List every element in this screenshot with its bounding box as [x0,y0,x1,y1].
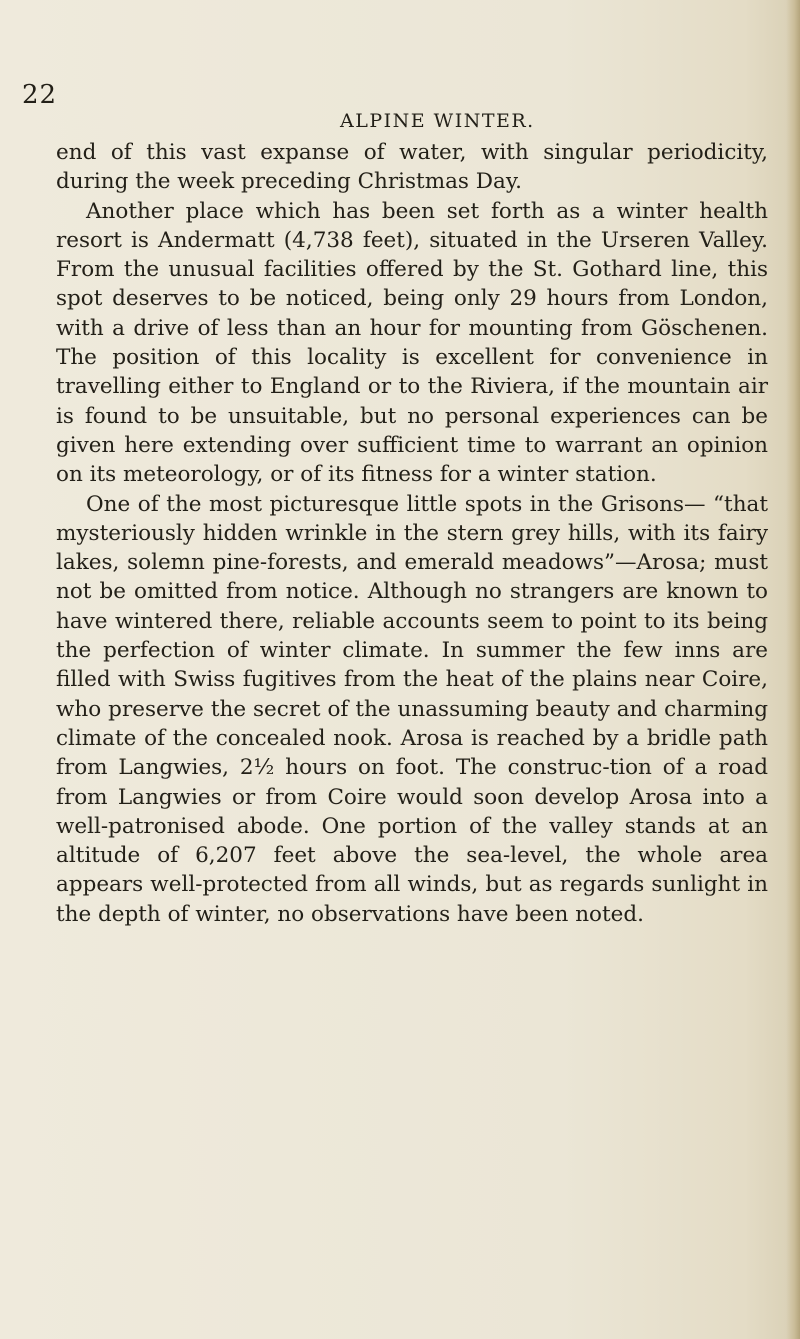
running-head: ALPINE WINTER. [340,110,535,132]
paragraph-2: Another place which has been set forth as a winter health resort is Andermatt (4,738 feet), situated in the Urseren Valley. From the unusual facilities offered by the St. Gothard line, this spot deserves to be noticed, being only 29 hours from London, with a drive of less than an hour for mounting from Göschenen. The position of this locality is excellent for convenience in travelling either to England or to the Riviera, if the mountain air is found to be unsuitable, but no personal experiences can be given here extending over sufficient time to warrant an opinion on its meteorology, or of its fitness for a winter station. [56,198,768,488]
paragraph-1: end of this vast expanse of water, with singular periodicity, during the week preceding Christmas Day. [56,140,768,195]
page-edge-shadow [786,0,800,1339]
page-number: 22 [22,80,58,110]
paragraph-3: One of the most picturesque little spots in the Grisons— “that mysteriously hidden wrinkle in the stern grey hills, with its fairy lakes, solemn pine-forests, and emerald meadows”—Arosa; must not be omitted from notice. Although no strangers are known to have wintered there, reliable accounts seem to point to its being the perfection of winter climate. In summer the few inns are filled with Swiss fugitives from the heat of the plains near Coire, who preserve the secret of the unassuming beauty and charming climate of the concealed nook. Arosa is reached by a bridle path from Langwies, 2½ hours on foot. The construc-tion of a road from Langwies or from Coire would soon develop Arosa into a well-patronised abode. One portion of the valley stands at an altitude of 6,207 feet above the sea-level, the whole area appears well-protected from all winds, but as regards sunlight in the depth of winter, no observations have been noted. [56,491,768,927]
body-text [56,138,768,929]
